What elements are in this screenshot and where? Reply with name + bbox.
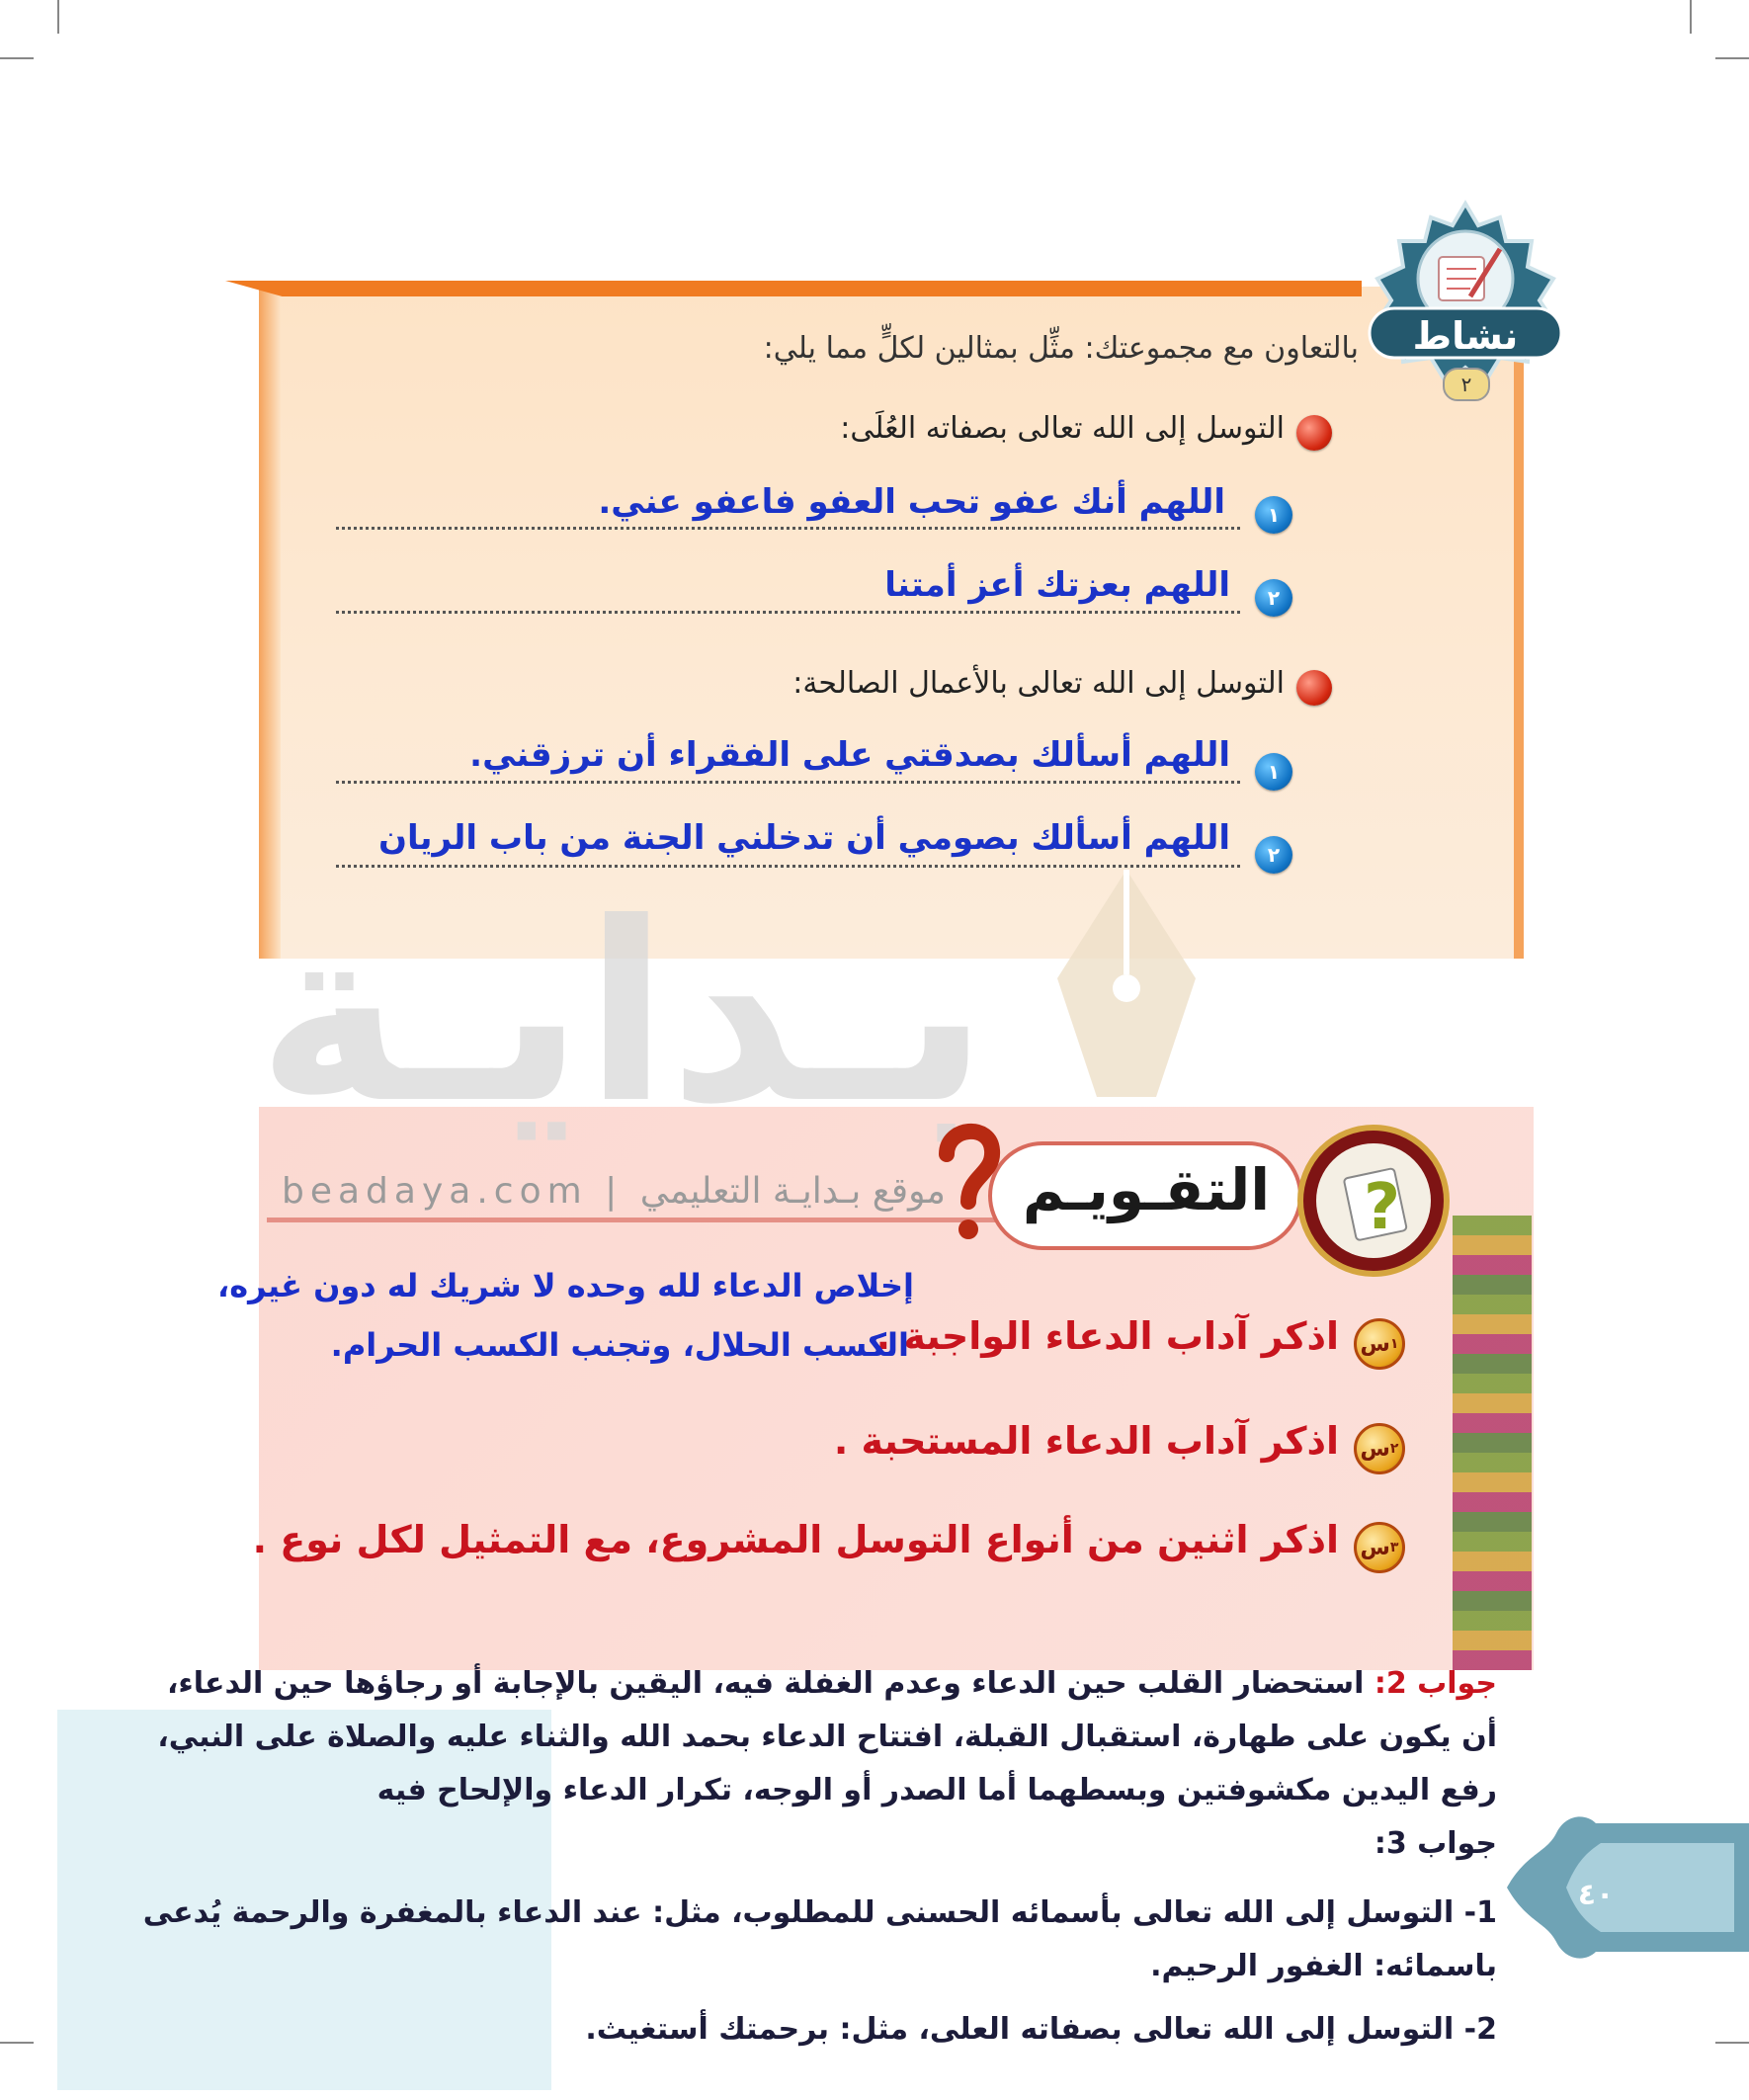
activity-intro: بالتعاون مع مجموعتك: مثِّل بمثالين لكلٍّ مما يلي:: [763, 331, 1359, 366]
item-number-circle: ١: [1255, 496, 1292, 534]
crop-mark: [0, 2042, 34, 2044]
answer-dotted-line: [336, 527, 1240, 530]
activity-answer: اللهم بعزتك أعز أمتنا: [884, 565, 1230, 605]
question-mark-icon: [929, 1117, 1008, 1245]
crop-mark: [1715, 57, 1749, 59]
handwritten-answer: الكسب الحلال، وتجنب الكسب الحرام.: [330, 1326, 909, 1364]
question-badge: س ١: [1354, 1318, 1405, 1370]
badge-label: نشاط: [1412, 314, 1519, 358]
answer-label: جواب 2:: [1374, 1666, 1497, 1701]
answer-dotted-line: [336, 611, 1240, 614]
svg-text:?: ?: [1364, 1171, 1401, 1244]
answer-label: جواب 3:: [1374, 1826, 1497, 1861]
item-number-circle: ١: [1255, 753, 1292, 791]
question-badge: س ٣: [1354, 1522, 1405, 1573]
group1-heading: التوسل إلى الله تعالى بصفاته العُلَى:: [840, 411, 1285, 446]
activity-box: [259, 287, 1524, 959]
answer-line: 1- التوسل إلى الله تعالى بأسمائه الحسنى للمطلوب، مثل: عند الدعاء بالمغفرة والرحمة يُدعى: [142, 1895, 1497, 1930]
watermark-logo: بـدايـة: [257, 870, 989, 1157]
answer-line: رفع اليدين مكشوفتين وبسطهما أما الصدر أو الوجه، تكرار الدعاء والإلحاح فيه: [376, 1773, 1497, 1807]
crop-mark: [1715, 2042, 1749, 2044]
question-text: اذكر آداب الدعاء المستحبة .: [833, 1419, 1339, 1463]
decorative-floral-border: [1453, 1216, 1532, 1670]
red-bullet-icon: [1296, 670, 1332, 706]
handwritten-answer: إخلاص الدعاء لله وحده لا شريك له دون غيره،: [217, 1267, 914, 1304]
evaluation-title: التقـويـم: [1022, 1156, 1271, 1223]
answer-line: [99, 1666, 1497, 1701]
answer-text: استحضار القلب حين الدعاء وعدم الغفلة فيه، اليقين بالإجابة أو رجاؤها حين الدعاء،: [166, 1666, 1365, 1701]
answer-line: 2- التوسل إلى الله تعالى بصفاته العلى، مثل: برحمتك أستغيث.: [585, 2012, 1497, 2047]
answer-line: باسمائه: الغفور الرحيم.: [1150, 1949, 1497, 1983]
question-text: اذكر آداب الدعاء الواجبة .: [875, 1314, 1339, 1358]
evaluation-emblem-icon: [1294, 1122, 1453, 1280]
item-number-circle: ٢: [1255, 836, 1292, 874]
activity-answer: اللهم أسألك بصدقتي على الفقراء أن ترزقني.: [469, 735, 1230, 775]
answer-line: أن يكون على طهارة، استقبال القبلة، افتتاح الدعاء بحمد الله والثناء عليه والصلاة على النبي،: [157, 1720, 1497, 1754]
answer-dotted-line: [336, 781, 1240, 784]
answer-dotted-line: [336, 865, 1240, 868]
question-text: اذكر اثنين من أنواع التوسل المشروع، مع التمثيل لكل نوع .: [252, 1518, 1339, 1561]
watermark-subtitle: beadaya.com | موقع بـدايـة التعليمي: [282, 1171, 946, 1212]
page-number-tab: [1507, 1813, 1749, 1962]
item-number-circle: ٢: [1255, 579, 1292, 617]
badge-number: ٢: [1443, 368, 1490, 401]
activity-answer: اللهم أسألك بصومي أن تدخلني الجنة من باب الريان: [377, 818, 1230, 858]
red-bullet-icon: [1296, 415, 1332, 451]
crop-mark: [1690, 0, 1692, 34]
activity-top-strip: [225, 281, 1362, 296]
group2-heading: التوسل إلى الله تعالى بالأعمال الصالحة:: [792, 666, 1285, 701]
question-badge: س ٢: [1354, 1423, 1405, 1474]
activity-left-strip: [259, 287, 281, 959]
watermark-pen-icon: [1047, 870, 1206, 1107]
crop-mark: [57, 0, 59, 34]
activity-answer: اللهم أنك عفو تحب العفو فاعفو عني.: [598, 482, 1225, 522]
crop-mark: [0, 57, 34, 59]
page-number: ٤٠: [1577, 1878, 1615, 1912]
